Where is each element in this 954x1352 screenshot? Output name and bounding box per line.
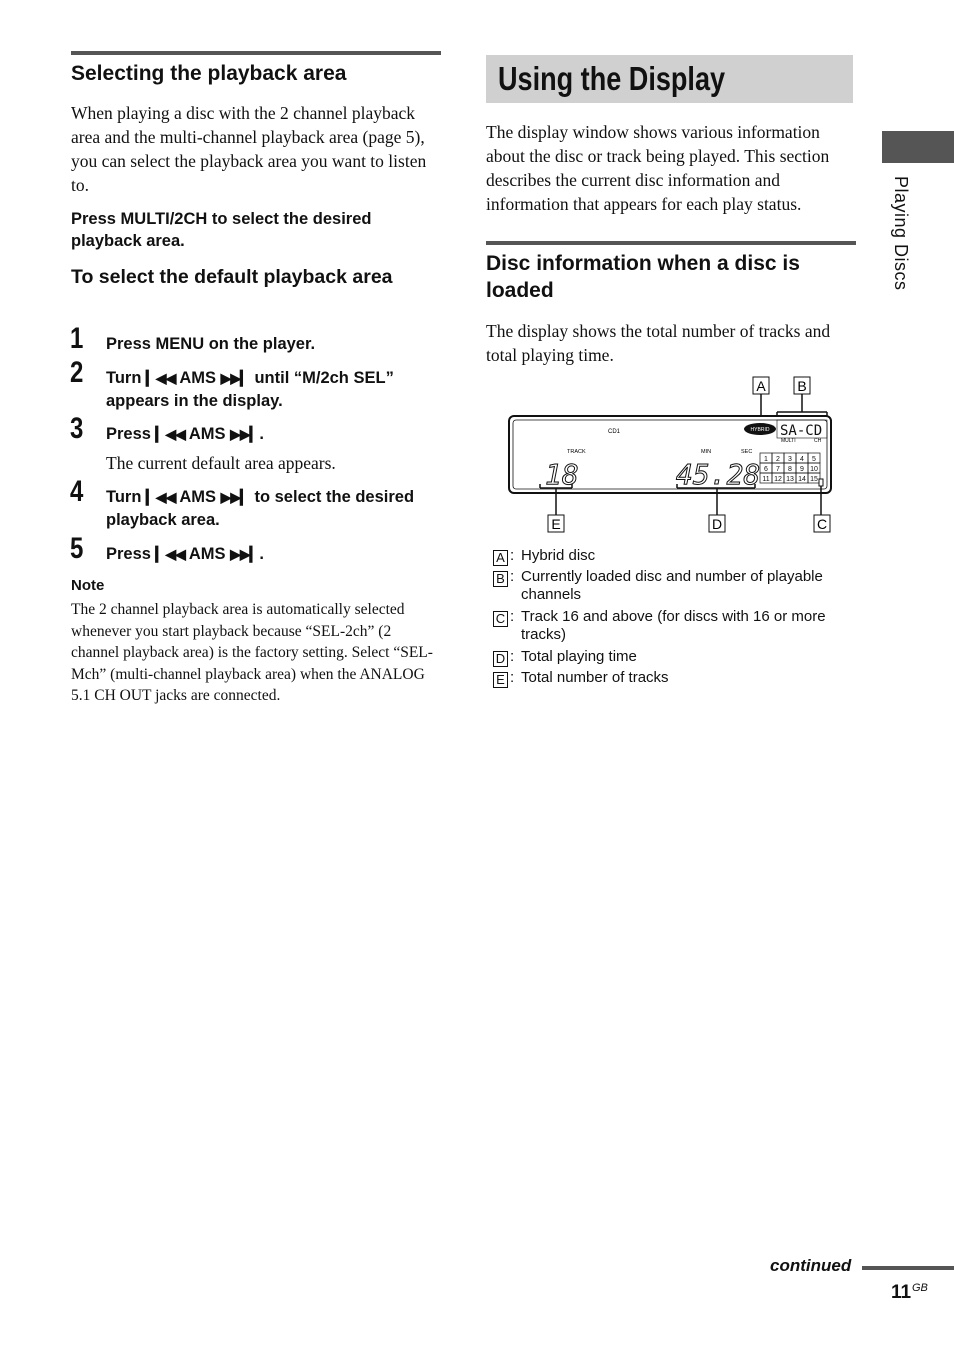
next-track-icon: ▶▶▎ bbox=[220, 489, 250, 505]
grid-cell: 11 bbox=[762, 476, 770, 483]
time-value: 45.28 bbox=[676, 458, 761, 491]
legend-item: B : Currently loaded disc and number of playable channels bbox=[493, 568, 853, 587]
step-number: 4 bbox=[70, 475, 84, 508]
legend-key: B bbox=[493, 571, 508, 587]
tracks-value: 18 bbox=[545, 458, 579, 491]
track-label: TRACK bbox=[567, 449, 586, 455]
callout-d: D bbox=[711, 516, 723, 532]
grid-cell: 7 bbox=[776, 466, 780, 473]
legend-key: C bbox=[493, 611, 508, 627]
prev-track-icon: ▎◀◀ bbox=[155, 546, 185, 562]
grid-cell: 12 bbox=[774, 476, 782, 483]
legend-item: D : Total playing time bbox=[493, 648, 853, 667]
grid-cell: 13 bbox=[786, 476, 794, 483]
legend-key: A bbox=[493, 550, 508, 566]
legend-item: E : Total number of tracks bbox=[493, 669, 853, 688]
section-heading: Selecting the playback area bbox=[71, 62, 347, 85]
next-track-icon: ▶▶▎ bbox=[230, 546, 260, 562]
grid-cell: 4 bbox=[800, 456, 804, 463]
callout-b: B bbox=[797, 378, 807, 394]
sec-label: SEC bbox=[741, 449, 753, 455]
grid-cell: 10 bbox=[810, 466, 818, 473]
prev-track-icon: ▎◀◀ bbox=[146, 370, 176, 386]
next-track-icon: ▶▶▎ bbox=[230, 426, 260, 442]
step-detail: The current default area appears. bbox=[106, 453, 336, 473]
step-text: Press MENU on the player. bbox=[106, 335, 316, 353]
legend-item: C : Track 16 and above (for discs with 16 or more tracks) bbox=[493, 608, 853, 627]
grid-cell: 8 bbox=[788, 466, 792, 473]
disc-type: SA-CD bbox=[780, 423, 823, 439]
callout-a: A bbox=[756, 378, 766, 394]
legend-text: Hybrid disc bbox=[521, 547, 596, 564]
callout-c: C bbox=[816, 516, 828, 532]
track-overflow-marker bbox=[819, 479, 823, 486]
section-rule bbox=[71, 51, 441, 55]
grid-cell: 5 bbox=[812, 456, 816, 463]
page-title-box bbox=[486, 55, 853, 103]
grid-cell: 6 bbox=[764, 466, 768, 473]
legend-key: D bbox=[493, 651, 508, 667]
continued-label: continued bbox=[770, 1256, 852, 1275]
display-intro: The display window shows various information about the disc or track being played. This section describes the current disc information and information that appears for each play status. bbox=[486, 122, 830, 214]
legend-text: Total playing time bbox=[521, 648, 637, 665]
page-title: Using the Display bbox=[498, 60, 726, 97]
instruction-text: Press MULTI/2CH to select the desired playback area. bbox=[71, 210, 372, 250]
subheading: To select the default playback area bbox=[71, 266, 393, 288]
section-rule bbox=[486, 241, 856, 245]
legend-text: Track 16 and above (for discs with 16 or more tracks) bbox=[521, 608, 826, 643]
grid-cell: 3 bbox=[788, 456, 792, 463]
intro-paragraph: When playing a disc with the 2 channel playback area and the multi-channel playback area (page 5), you can select the playback area you want to listen to. bbox=[71, 103, 427, 195]
ch-label: CH bbox=[814, 438, 822, 444]
prev-track-icon: ▎◀◀ bbox=[155, 426, 185, 442]
step-number: 1 bbox=[70, 322, 84, 355]
legend-text: Currently loaded disc and number of playable channels bbox=[521, 568, 823, 603]
step-text: Press ▎◀◀ AMS ▶▶▎. bbox=[106, 545, 264, 563]
hybrid-label: HYBRID bbox=[750, 427, 770, 433]
side-tab-marker bbox=[882, 131, 954, 163]
continued-rule bbox=[862, 1266, 954, 1270]
display-diagram bbox=[490, 372, 850, 537]
page-number: 11 bbox=[891, 1282, 912, 1303]
side-tab-label: Playing Discs bbox=[891, 176, 911, 291]
page-suffix: GB bbox=[912, 1282, 928, 1294]
note-heading: Note bbox=[71, 577, 105, 594]
step-number: 3 bbox=[70, 412, 84, 445]
step-text: Press ▎◀◀ AMS ▶▶▎. bbox=[106, 425, 264, 443]
display-text: The display shows the total number of tracks and total playing time. bbox=[486, 321, 831, 365]
next-track-icon: ▶▶▎ bbox=[220, 370, 250, 386]
cd-label: CD1 bbox=[608, 429, 621, 435]
note-text: The 2 channel playback area is automatically selected whenever you start playback because “SEL-2ch” (2 channel playback area) is the factory setting. Select “SEL-Mch” (multi-channel playback area) when the ANALOG 5.1 CH OUT jacks are connected. bbox=[71, 601, 433, 704]
callout-e: E bbox=[551, 516, 561, 532]
prev-track-icon: ▎◀◀ bbox=[146, 489, 176, 505]
step-text: Turn ▎◀◀ AMS ▶▶▎ until “M/2ch SEL” appears in the display. bbox=[106, 369, 394, 410]
grid-cell: 2 bbox=[776, 456, 780, 463]
section-heading: Disc information when a disc is loaded bbox=[486, 252, 800, 302]
grid-cell: 1 bbox=[764, 456, 768, 463]
step-text: Turn ▎◀◀ AMS ▶▶▎ to select the desired playback area. bbox=[106, 488, 415, 529]
step-number: 5 bbox=[70, 532, 84, 565]
grid-cell: 14 bbox=[798, 476, 806, 483]
legend-key: E bbox=[493, 672, 508, 688]
grid-cell: 9 bbox=[800, 466, 804, 473]
grid-cell: 15 bbox=[810, 476, 818, 483]
step-number: 2 bbox=[70, 356, 84, 389]
multi-label: MULTI bbox=[781, 438, 796, 444]
legend-item: A : Hybrid disc bbox=[493, 547, 853, 566]
legend-text: Total number of tracks bbox=[521, 669, 669, 686]
min-label: MIN bbox=[701, 449, 712, 455]
